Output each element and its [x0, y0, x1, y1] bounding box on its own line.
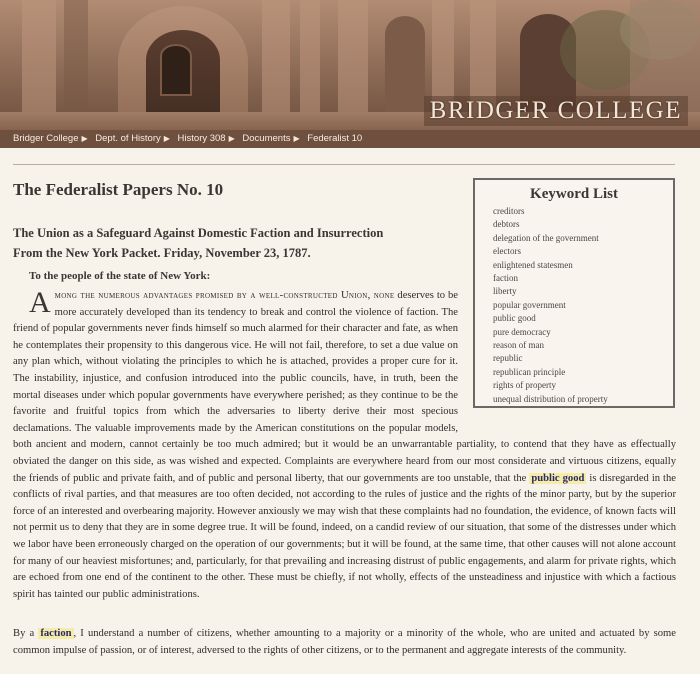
document-source: From the New York Packet. Friday, November 23, 1787. [13, 246, 311, 260]
keyword-highlight-public-good[interactable]: public good [531, 472, 585, 484]
body-paragraph [13, 288, 676, 618]
keyword-highlight-faction[interactable]: faction [40, 628, 72, 639]
keyword-item[interactable]: creditors [493, 206, 525, 216]
banner-pillar [300, 0, 320, 130]
keyword-item[interactable]: rights of property [493, 380, 556, 391]
breadcrumb-link-current[interactable]: Federalist 10 [307, 133, 363, 144]
banner-arch [385, 16, 425, 126]
breadcrumb-link-department[interactable]: Dept. of History [95, 133, 161, 144]
breadcrumb-arrow-icon: ▶ [163, 134, 170, 143]
paragraph-text: , I understand a number of citizens, whether amounting to a majority or a minority of the whole, who are united and actuated by some common impulse of passion, or of interest, adversed to the rights of other citizens, or to the permanent and aggregate interests of the community. [13, 628, 676, 656]
keyword-item[interactable]: republic [493, 353, 523, 364]
header-banner [0, 0, 700, 130]
keyword-item[interactable]: delegation of the government [493, 232, 599, 243]
breadcrumb-arrow-icon: ▶ [81, 134, 88, 143]
keyword-list-title: Keyword List [530, 186, 618, 202]
drop-cap: A [29, 286, 51, 319]
banner-pillar [262, 0, 290, 130]
keyword-item[interactable]: electors [493, 246, 521, 257]
keyword-item[interactable]: debtors [493, 219, 520, 230]
banner-pillar [64, 0, 88, 130]
breadcrumb-arrow-icon: ▶ [293, 134, 300, 143]
breadcrumb-link-college[interactable]: Bridger College [13, 133, 79, 144]
paragraph-text: By a [13, 628, 39, 639]
banner-pillar [338, 0, 368, 130]
banner-pillar [22, 0, 56, 130]
paragraph-text: deserves to be more accurately developed than its tendency to break and control the violence of faction. The friend of popular governments never finds himself so much alarmed for their character and fate, as when he contemplates their propensity to this dangerous vice. He will not fail, therefore, to set a due value on any plan which, without violating the principles to which he is attached, provides a proper cure for it. The instability, injustice, and confusion introduced into the public councils, have, in truth, been the mortal diseases under which popular governments have everywhere perished; as they continue to be the favorite and fruitful topics from which the adversaries to liberty derive their most specious declamations. The valuable improvements made by the American constitutions on the popular models, both ancient and modern, cannot certainly be too much admired; but it would be an unwarrantable partiality, to contend that they have as effectually obviated the danger on this side, as was wished and expected. Complaints are everywhere heard from our most considerate and virtuous citizens, equally the friends of public and private faith, and of public and personal liberty, that our governments are too unstable, that the [13, 290, 676, 484]
divider [13, 164, 675, 165]
breadcrumb [0, 130, 700, 148]
keyword-item[interactable]: public good [493, 313, 536, 324]
keyword-item[interactable]: pure democracy [493, 326, 551, 337]
keyword-item[interactable]: republican principle [493, 366, 566, 377]
page-title: The Federalist Papers No. 10 [13, 180, 224, 199]
keyword-item[interactable]: reason of man [493, 340, 544, 351]
document-subtitle: The Union as a Safeguard Against Domestic Faction and Insurrection [13, 226, 384, 240]
keyword-item[interactable]: unequal distribution of property [493, 393, 608, 404]
opening-smallcaps: mong the numerous advantages promised by a well-constructed Union, none [54, 290, 395, 301]
breadcrumb-link-course[interactable]: History 308 [177, 133, 226, 144]
body-paragraph [13, 626, 676, 659]
keyword-item[interactable]: liberty [493, 286, 517, 297]
breadcrumb-arrow-icon: ▶ [228, 134, 235, 143]
banner-window [160, 44, 192, 96]
keyword-item[interactable]: faction [493, 273, 518, 284]
salutation: To the people of the state of New York: [29, 270, 211, 282]
paragraph-text: is disregarded in the conflicts of rival parties, and that measures are too often decided, not according to the rules of justice and the rights of the minor party, but by the superior force of an interested and overbearing majority. However anxiously we may wish that these complaints had no foundation, the evidence, of known facts will not permit us to deny that they are in some degree true. It will be found, indeed, on a candid review of our situation, that some of the distresses under which we labor have been erroneously charged on the operation of our governments; but it will be found, at the same time, that other causes will not alone account for many of our heaviest misfortunes; and, particularly, for that prevailing and increasing distrust of public engagements, and alarm for private rights, which are echoed from one end of the continent to the other. These must be chiefly, if not wholly, effects of the unsteadiness and injustice with which a factious spirit has tainted our public administrations. [13, 472, 676, 600]
site-title[interactable]: BRIDGER COLLEGE [424, 96, 688, 126]
breadcrumb-link-documents[interactable]: Documents [242, 133, 291, 144]
keyword-item[interactable]: enlightened statesmen [493, 259, 573, 270]
text-wrap-spacer [458, 288, 676, 428]
keyword-item[interactable]: popular government [493, 299, 566, 310]
